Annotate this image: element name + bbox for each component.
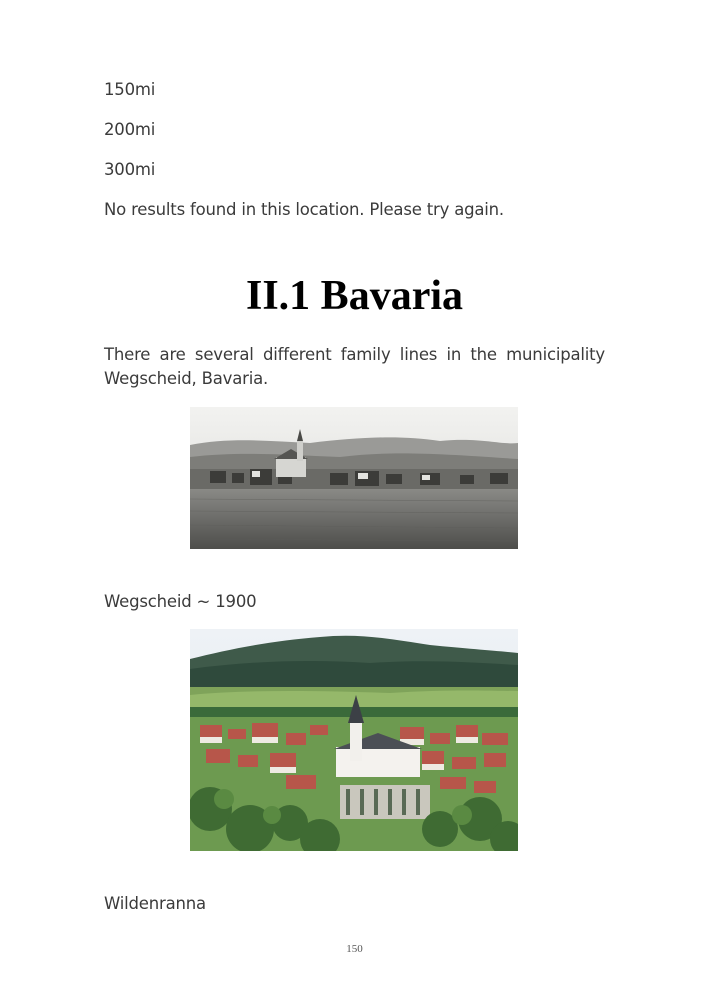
wildenranna-aerial-photo bbox=[190, 629, 518, 851]
page-number: 150 bbox=[346, 943, 363, 955]
wegscheid-historic-photo bbox=[190, 407, 518, 549]
figure-caption-wildenranna: Wildenranna bbox=[104, 894, 206, 913]
no-results-message: No results found in this location. Please try again. bbox=[104, 200, 504, 219]
distance-option-300: 300mi bbox=[104, 160, 156, 179]
figure-caption-wegscheid: Wegscheid ~ 1900 bbox=[104, 592, 257, 611]
distance-option-200: 200mi bbox=[104, 120, 156, 139]
intro-paragraph: There are several different family lines in the municipality Wegscheid, Bavaria. bbox=[104, 345, 605, 388]
distance-option-150: 150mi bbox=[104, 80, 156, 99]
section-title: II.1 Bavaria bbox=[245, 273, 463, 319]
